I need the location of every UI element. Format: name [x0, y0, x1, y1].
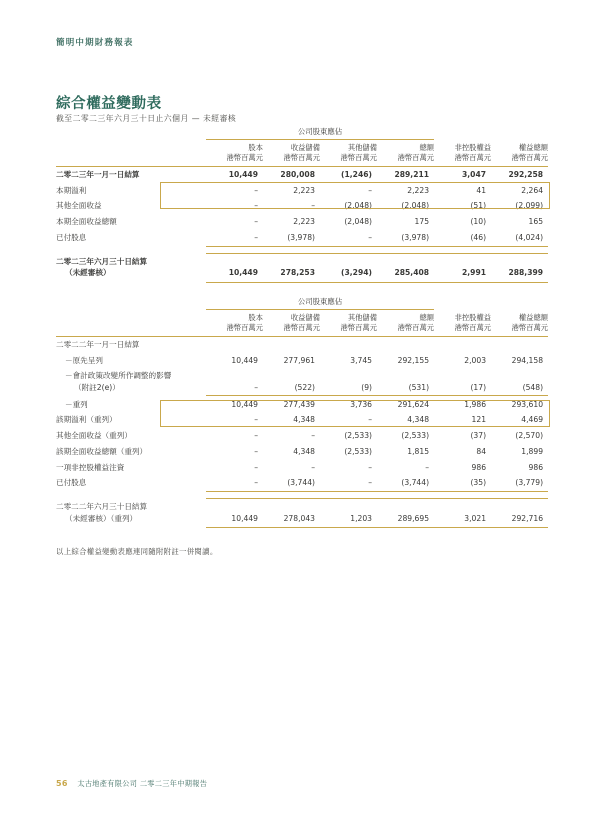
cell-value: –: [254, 415, 258, 425]
row-label-line1: 已付股息: [56, 232, 87, 242]
cell-value: 292,155: [397, 355, 430, 365]
cell-value: –: [320, 475, 377, 491]
page-title: 綜合權益變動表: [56, 96, 162, 112]
cell-value: –: [254, 185, 258, 195]
cell-value: 2,223: [293, 217, 315, 227]
cell-value: –: [254, 446, 258, 456]
row-label-line1: 本期溢利: [56, 185, 87, 195]
cell-value: –: [206, 368, 263, 396]
cell-value: –: [206, 230, 263, 246]
cell-value: 41: [476, 185, 487, 195]
cell-value: (10): [470, 217, 487, 227]
cell-value: (37): [470, 431, 487, 441]
cell-value: (531): [377, 368, 434, 396]
table-row: [56, 352, 548, 368]
table-row: [56, 412, 548, 428]
cell-value: (2,533): [344, 431, 372, 441]
cell-value: –: [320, 230, 377, 246]
row-label-line1: －原先呈列: [65, 355, 103, 365]
col-header-other-reserves: 其他儲備 港幣百萬元: [320, 140, 377, 167]
cell-value: [377, 336, 434, 352]
spacer-row: [56, 246, 548, 253]
group-header-shareholders: 公司股東應佔: [206, 126, 434, 140]
cell-value: 2,223: [407, 185, 430, 195]
row-label: [56, 412, 206, 428]
cell-value: (3,779): [491, 475, 548, 491]
column-header-row-2: [56, 310, 548, 337]
row-label-line1: 已付股息: [56, 478, 87, 488]
cell-value: –: [254, 462, 258, 472]
group-header-spacer3: [491, 126, 548, 140]
cell-value: 1,986: [464, 399, 487, 409]
cell-value: 10,449: [206, 498, 263, 526]
cell-value: 293,610: [511, 399, 544, 409]
table-row: [56, 459, 548, 475]
row-label: [56, 444, 206, 460]
cell-value: (2,099): [515, 201, 544, 211]
row-label: [56, 459, 206, 475]
row-label-line1: －重列: [65, 399, 88, 409]
row-label-line1: 二零二三年六月三十日結算: [56, 256, 148, 266]
col-header-total-equity-2: 權益總額 港幣百萬元: [491, 310, 548, 337]
cell-value: –: [425, 462, 430, 472]
cell-value: 294,158: [511, 355, 544, 365]
cell-value: –: [254, 431, 258, 441]
table-row: [56, 396, 548, 412]
col-header-total-equity: 權益總額 港幣百萬元: [491, 140, 548, 167]
col-header-total: 總額 港幣百萬元: [377, 140, 434, 167]
table-row: [56, 336, 548, 352]
group-header-row: [56, 126, 548, 140]
cell-value: 10,449: [228, 169, 258, 179]
spacer-row: [56, 491, 548, 498]
cell-value: 3,736: [350, 399, 372, 409]
table-row: [56, 166, 548, 182]
col-header-share-capital: 股本 港幣百萬元: [206, 140, 263, 167]
group-header-spacer2: [434, 126, 491, 140]
cell-value: (522): [263, 368, 320, 396]
cell-value: 10,449: [231, 355, 258, 365]
table-row: [56, 198, 548, 214]
cell-value: 121: [471, 415, 487, 425]
group-header-spacer: [56, 126, 206, 140]
closing-rule: [56, 526, 548, 528]
cell-value: 2,991: [434, 253, 491, 281]
col-header-other-reserves-2: 其他儲備 港幣百萬元: [320, 310, 377, 337]
cell-value: (17): [434, 368, 491, 396]
row-label-line1: 本期全面收益總額: [56, 217, 117, 227]
cell-value: (35): [434, 475, 491, 491]
cell-value: 84: [476, 446, 487, 456]
cell-value: 280,008: [280, 169, 315, 179]
cell-value: –: [311, 462, 315, 472]
equity-table-2023: [56, 126, 548, 283]
cell-value: (51): [470, 201, 487, 211]
cell-value: 278,253: [263, 253, 320, 281]
row-label-line2: （附註2(e)）: [74, 382, 120, 392]
cell-value: (3,978): [263, 230, 320, 246]
cell-value: –: [368, 462, 372, 472]
table-2022: [56, 296, 548, 528]
table-2023: [56, 126, 548, 283]
row-label-line1: 其他全面收益（重列）: [56, 431, 132, 441]
footer-text: 太古地產有限公司 二零二三年中期報告: [77, 779, 208, 788]
equity-table-2022: [56, 296, 548, 528]
group-header-row-2: [56, 296, 548, 310]
cell-value: 3,745: [350, 355, 372, 365]
row-label: [56, 498, 206, 526]
table-row: [56, 214, 548, 230]
page-subtitle: 截至二零二三年六月三十日止六個月 — 未經審核: [56, 114, 237, 123]
group-header-spacer-2: [56, 296, 206, 310]
column-header-row: [56, 140, 548, 167]
cell-value: –: [311, 201, 315, 211]
row-label: [56, 166, 206, 182]
cell-value: [263, 336, 320, 352]
cell-value: 986: [528, 462, 544, 472]
row-label-line1: 一項非控股權益注資: [56, 462, 125, 472]
row-label-line1: 該期全面收益總額（重列）: [56, 446, 148, 456]
cell-value: 277,961: [283, 355, 315, 365]
row-label-line1: －會計政策改變所作調整的影響: [65, 371, 172, 381]
cell-value: (2,533): [401, 431, 430, 441]
cell-value: (2,533): [344, 446, 372, 456]
cell-value: –: [254, 217, 258, 227]
row-label: [56, 396, 206, 412]
row-label-line1: 其他全面收益: [56, 201, 102, 211]
cell-value: 10,449: [231, 399, 258, 409]
row-label: [56, 198, 206, 214]
cell-value: (2,048): [344, 217, 372, 227]
cell-value: 10,449: [206, 253, 263, 281]
cell-value: 285,408: [377, 253, 434, 281]
cell-value: 289,695: [377, 498, 434, 526]
cell-value: 1,899: [521, 446, 544, 456]
row-label-line2: （未經審核）: [65, 268, 111, 278]
col-header-revenue-reserves: 收益儲備 港幣百萬元: [263, 140, 320, 167]
cell-value: (3,744): [377, 475, 434, 491]
cell-value: 4,348: [293, 446, 315, 456]
cell-value: 986: [471, 462, 487, 472]
row-label: [56, 253, 206, 281]
row-label: [56, 214, 206, 230]
cell-value: [206, 336, 263, 352]
cell-value: (2,048): [401, 201, 430, 211]
cell-value: 4,348: [407, 415, 430, 425]
cell-value: (9): [320, 368, 377, 396]
table-row: [56, 368, 548, 396]
table-row: [56, 498, 548, 526]
cell-value: 289,211: [394, 169, 430, 179]
cell-value: 292,258: [508, 169, 544, 179]
row-label: [56, 352, 206, 368]
cell-value: –: [254, 201, 258, 211]
cell-value: 4,469: [521, 415, 544, 425]
group-header-spacer-2b: [434, 296, 491, 310]
col-header-total-2: 總額 港幣百萬元: [377, 310, 434, 337]
cell-value: 292,716: [491, 498, 548, 526]
running-head: 簡明中期財務報表: [56, 38, 134, 48]
page-footer: [56, 779, 207, 789]
cell-value: (3,978): [377, 230, 434, 246]
cell-value: [320, 336, 377, 352]
cell-value: –: [206, 475, 263, 491]
cell-value: [491, 336, 548, 352]
table-2023-body: [56, 166, 548, 282]
cell-value: (1,246): [341, 169, 372, 179]
table-2022-body: [56, 336, 548, 527]
cell-value: (4,024): [491, 230, 548, 246]
cell-value: 277,439: [283, 399, 315, 409]
cell-value: –: [311, 431, 315, 441]
group-header-spacer-2c: [491, 296, 548, 310]
cell-value: 4,348: [293, 415, 315, 425]
cell-value: 288,399: [491, 253, 548, 281]
cell-value: –: [368, 415, 372, 425]
cell-value: 1,815: [407, 446, 430, 456]
row-label: [56, 336, 206, 352]
col-header-revenue-reserves-2: 收益儲備 港幣百萬元: [263, 310, 320, 337]
row-label-line1: 該期溢利（重列）: [56, 415, 117, 425]
cell-value: 1,203: [320, 498, 377, 526]
cell-value: –: [368, 185, 372, 195]
cell-value: 291,624: [397, 399, 430, 409]
col-header-blank-2: [56, 310, 206, 337]
cell-value: (548): [491, 368, 548, 396]
row-label-line1: 二零二二年一月一日結算: [56, 339, 140, 349]
table-row: [56, 230, 548, 246]
cell-value: 3,047: [462, 169, 487, 179]
cell-value: 278,043: [263, 498, 320, 526]
cell-value: 3,021: [434, 498, 491, 526]
row-label: [56, 368, 206, 396]
cell-value: (2,048): [344, 201, 372, 211]
cell-value: 165: [528, 217, 544, 227]
cell-value: (3,744): [263, 475, 320, 491]
table-row: [56, 475, 548, 491]
row-label-line2: （未經審核）（重列）: [65, 513, 138, 523]
row-label: [56, 475, 206, 491]
cell-value: (3,294): [320, 253, 377, 281]
row-label-line1: 二零二三年一月一日結算: [56, 169, 140, 179]
cell-value: 175: [414, 217, 430, 227]
table-row: [56, 444, 548, 460]
closing-rule: [56, 281, 548, 283]
row-label: [56, 182, 206, 198]
cell-value: [434, 336, 491, 352]
cell-value: 2,264: [521, 185, 544, 195]
col-header-non-controlling-2: 非控股權益 港幣百萬元: [434, 310, 491, 337]
footnote: 以上綜合權益變動表應連同隨附附註一併閱讀。: [56, 547, 218, 556]
page-number: 56: [56, 779, 68, 788]
group-header-shareholders-2: 公司股東應佔: [206, 296, 434, 310]
cell-value: 2,003: [464, 355, 487, 365]
row-label-line1: 二零二二年六月三十日結算: [56, 502, 148, 512]
cell-value: (46): [434, 230, 491, 246]
row-label: [56, 230, 206, 246]
table-row: [56, 428, 548, 444]
row-label: [56, 428, 206, 444]
cell-value: 2,223: [293, 185, 315, 195]
col-header-non-controlling: 非控股權益 港幣百萬元: [434, 140, 491, 167]
table-row: [56, 253, 548, 281]
col-header-share-capital-2: 股本 港幣百萬元: [206, 310, 263, 337]
cell-value: (2,570): [515, 431, 544, 441]
col-header-blank: [56, 140, 206, 167]
table-row: [56, 182, 548, 198]
